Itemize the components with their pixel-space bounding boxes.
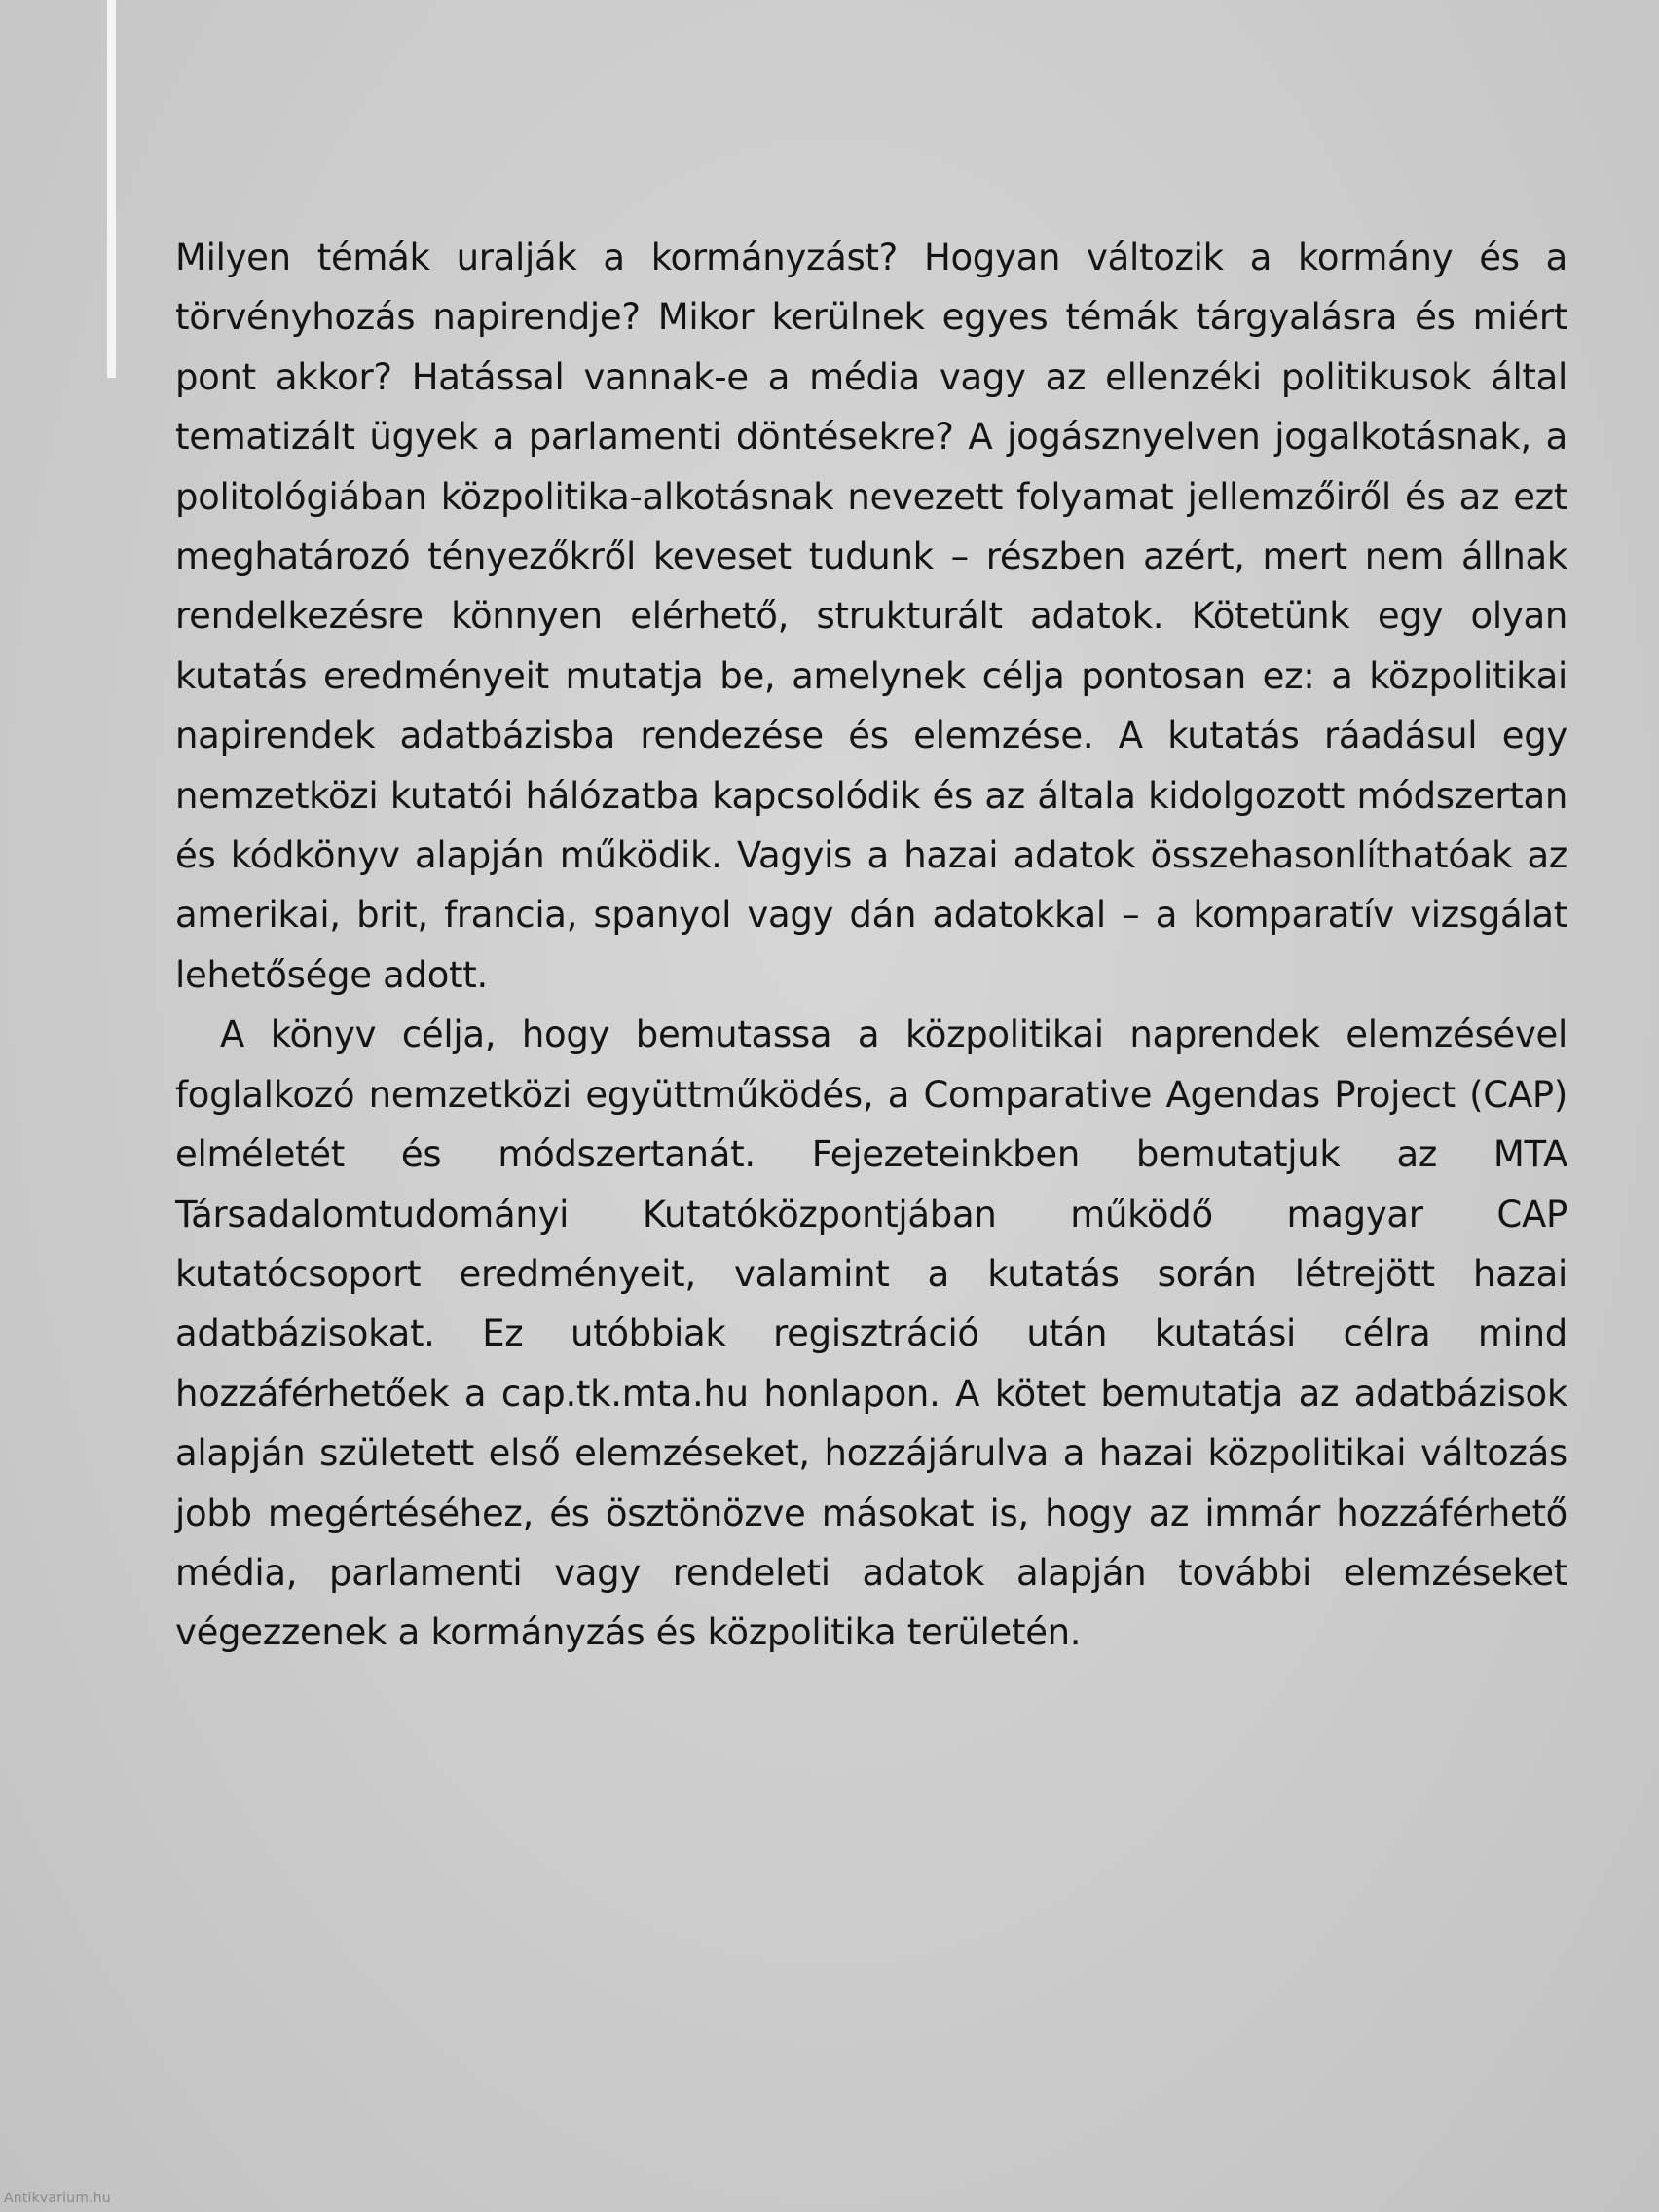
blurb-paragraph-1: Milyen témák uralják a kormányzást? Hogyan változik a kormány és a törvényhozás napirendje? Mikor kerülnek egyes témák tárgyalásra és miért pont akkor? Hatással vannak-e a média vagy az ellenzéki politikusok által tematizált ügyek a parlamenti döntésekre? A jogásznyelven jogalkotásnak, a politológiában közpolitika-alkotásnak nevezett folyamat jellemzőiről és az ezt meghatározó tényezőkről keveset tudunk – részben azért, mert nem állnak rendelkezésre könnyen elérhető, strukturált adatok. Kötetünk egy olyan kutatás eredményeit mutatja be, amelynek célja pontosan ez: a közpolitikai napirendek adatbázisba rendezése és elemzése. A kutatás ráadásul egy nemzetközi kutatói hálózatba kapcsolódik és az általa kidolgozott módszertan és kódkönyv alapján működik. Vagyis a hazai adatok összehasonlíthatóak az amerikai, brit, francia, spanyol vagy dán adatokkal – a komparatív vizsgálat lehetősége adott. bbox=[175, 237, 1567, 996]
back-cover-blurb bbox=[175, 228, 1567, 1663]
blurb-paragraph-2: A könyv célja, hogy bemutassa a közpolitikai naprendek elemzésével foglalkozó nemzetközi együttműködés, a Comparative Agendas Project (CAP) elméletét és módszertanát. Fejezeteinkben bemutatjuk az MTA Társadalomtudományi Kutatóközpontjában működő magyar CAP kutatócsoport eredményeit, valamint a kutatás során létrejött hazai adatbázisokat. Ez utóbbiak regisztráció után kutatási célra mind hozzáférhetőek a cap.tk.mta.hu honlapon. A kötet bemutatja az adatbázisok alapján született első elemzéseket, hozzájárulva a hazai közpolitikai változás jobb megértéséhez, és ösztönözve másokat is, hogy az immár hozzáférhető média, parlamenti vagy rendeleti adatok alapján további elemzéseket végezzenek a kormányzás és közpolitika területén. bbox=[175, 1014, 1567, 1654]
watermark-text: Antikvarium.hu bbox=[4, 2191, 111, 2206]
cover-spine-line bbox=[107, 0, 116, 378]
